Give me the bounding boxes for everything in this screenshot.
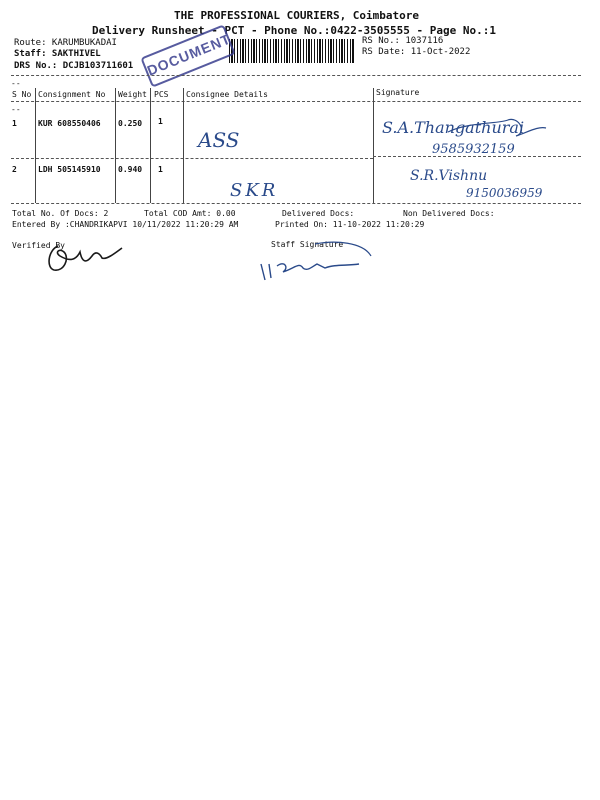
staff-signature bbox=[255, 238, 375, 283]
non-delivered-docs: Non Delivered Docs: bbox=[403, 209, 495, 218]
verified-by-label: Verified By bbox=[12, 241, 65, 250]
consignee-signature: SKR bbox=[230, 180, 279, 201]
receiver-phone: 9585932159 bbox=[432, 142, 515, 157]
column-header: PCS bbox=[154, 90, 169, 99]
receiver-signature: S.A.Thangathurai bbox=[382, 118, 525, 137]
column-header: Weight bbox=[118, 90, 147, 99]
divider bbox=[373, 156, 581, 157]
company-name: THE PROFESSIONAL COURIERS, Coimbatore bbox=[174, 9, 420, 22]
row-pcs: 1 bbox=[158, 165, 163, 174]
rs-date: RS Date: 11-Oct-2022 bbox=[362, 47, 471, 57]
total-cod: Total COD Amt: 0.00 bbox=[144, 209, 236, 218]
staff: Staff: SAKTHIVEL bbox=[14, 49, 101, 59]
row-pcs: 1 bbox=[158, 117, 163, 126]
stamp-text: DOCUMENT bbox=[144, 30, 234, 79]
column-header: Consignee Details bbox=[186, 90, 268, 99]
column-header: Signature bbox=[376, 88, 420, 97]
column-header: S No bbox=[12, 90, 32, 99]
consignee-signature: ASS bbox=[198, 128, 240, 152]
route: Route: KARUMBUKADAI bbox=[14, 38, 117, 48]
delivered-docs: Delivered Docs: bbox=[282, 209, 355, 218]
receiver-phone: 9150036959 bbox=[466, 186, 543, 200]
total-docs: Total No. Of Docs: 2 bbox=[12, 209, 109, 218]
entered-by: Entered By :CHANDRIKAPVI 10/11/2022 11:20:29 AM bbox=[12, 220, 239, 229]
barcode bbox=[229, 39, 355, 63]
row-weight: 0.940 bbox=[118, 165, 143, 174]
row-consignment: LDH 505145910 bbox=[38, 165, 101, 174]
row-sno: 2 bbox=[12, 165, 17, 174]
divider bbox=[11, 203, 581, 204]
drs-number: DRS No.: DCJB103711601 bbox=[14, 61, 134, 71]
column-header: Consignment No bbox=[38, 90, 106, 99]
verified-signature bbox=[40, 240, 130, 280]
divider bbox=[11, 158, 373, 159]
staff-signature-label: Staff Signature bbox=[271, 240, 344, 249]
divider bbox=[11, 101, 581, 102]
rs-number: RS No.: 1037116 bbox=[362, 36, 444, 46]
row-sno: 1 bbox=[12, 119, 17, 128]
divider bbox=[11, 75, 581, 76]
printed-on: Printed On: 11-10-2022 11:20:29 bbox=[275, 220, 425, 229]
runsheet-title: Delivery Runsheet - PCT - Phone No.:0422-3505555 - Page No.:1 bbox=[92, 24, 496, 37]
receiver-signature-stroke bbox=[378, 112, 558, 152]
receiver-signature: S.R.Vishnu bbox=[410, 168, 488, 184]
row-weight: 0.250 bbox=[118, 119, 143, 128]
row-consignment: KUR 608550406 bbox=[38, 119, 101, 128]
